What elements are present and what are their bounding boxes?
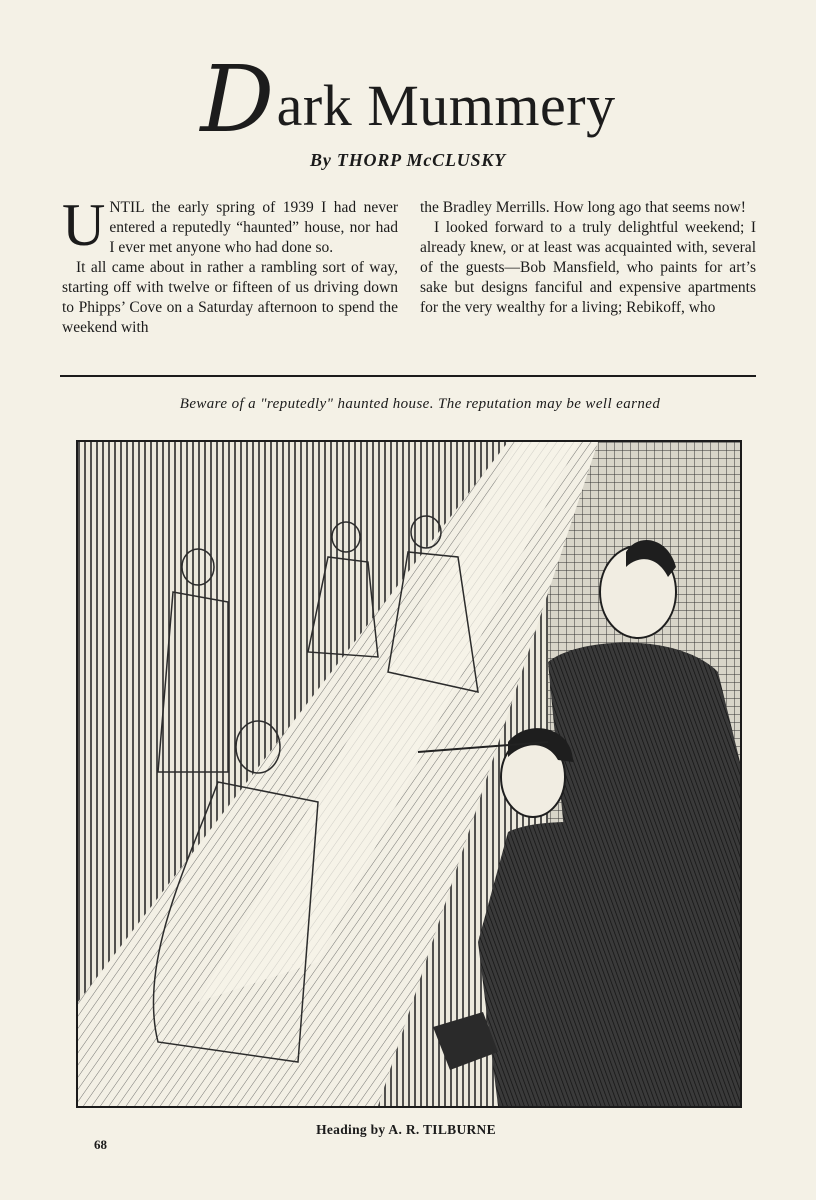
text-column-left [62,192,398,338]
illustration-drawing [78,442,740,1106]
paragraph-text: NTIL the early spring of 1939 I had never entered a reputedly “haunted” house, nor had I ever met anyone who had done so. [109,199,398,256]
illustration-credit: Heading by A. R. TILBURNE [316,1122,496,1137]
text-column-right [420,198,756,318]
title-initial: D [200,46,275,153]
illustration-caption: Beware of a "reputedly" haunted house. The reputation may be well earned [179,396,661,412]
title-rest: ark Mummery [276,73,616,138]
page-number: 68 [94,1137,107,1152]
paragraph [62,192,398,258]
divider-rule [60,375,756,377]
article-title [0,46,816,153]
byline: By THORP McCLUSKY [310,150,506,170]
story-illustration [76,440,742,1108]
paragraph: I looked forward to a truly delightful weekend; I already knew, or at least was acquainted with, several of the guests—Bob Mansfield, who paints for art’s sake but designs fanciful and expensive apartments for the very wealthy for a living; Rebikoff, who [420,219,756,316]
drop-cap: U [62,192,106,258]
paragraph: It all came about in rather a rambling sort of way, starting off with twelve or fifteen of us driving down to Phipps’ Cove on a Saturday afternoon to spend the weekend with [62,259,398,336]
paragraph: the Bradley Merrills. How long ago that seems now! [420,199,746,216]
